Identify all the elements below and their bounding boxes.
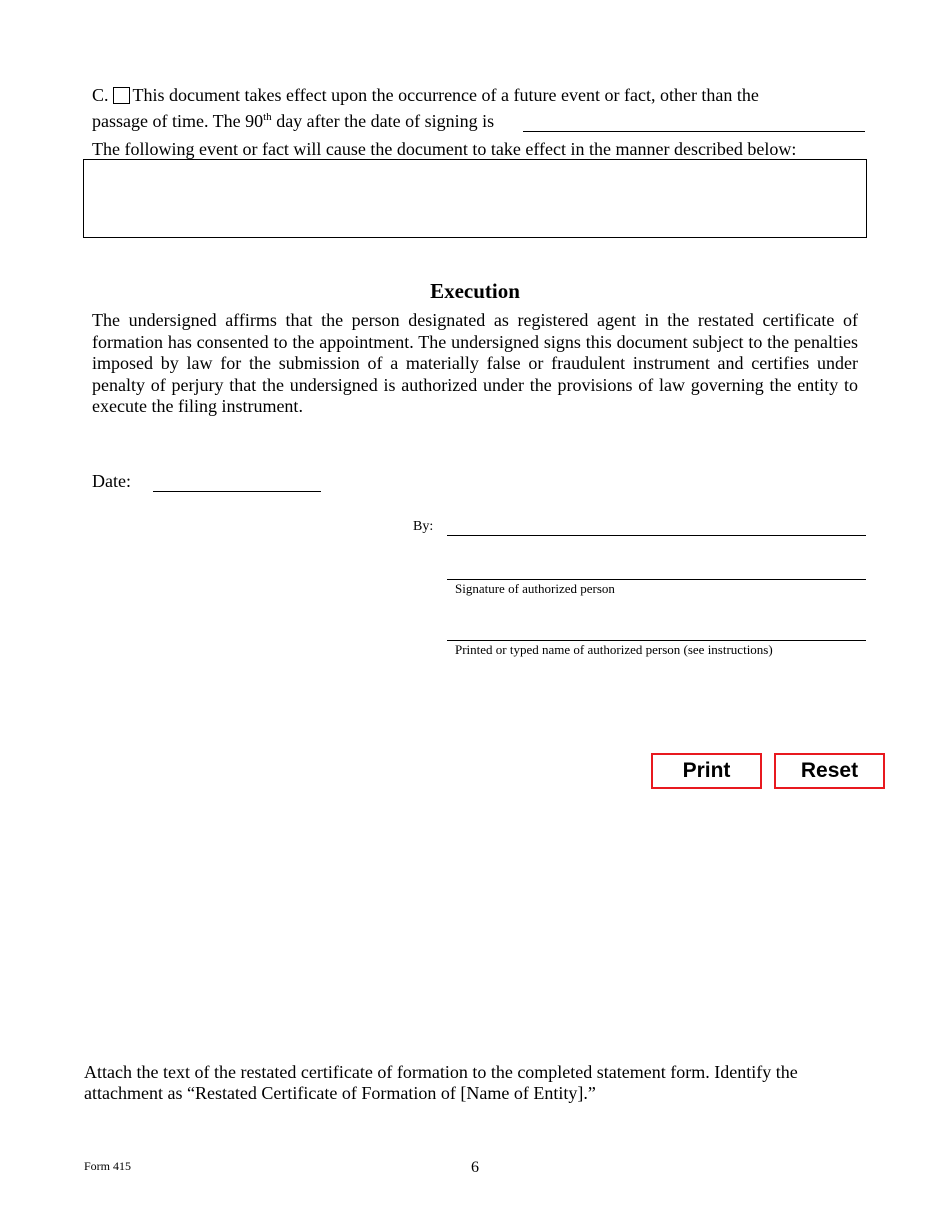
section-c-line1-text: This document takes effect upon the occurrence of a future event or fact, other than the: [132, 85, 759, 105]
reset-button[interactable]: Reset: [774, 753, 885, 789]
by-label: By:: [413, 519, 434, 534]
printed-name-label: Printed or typed name of authorized person (see instructions): [455, 642, 773, 657]
date-label: Date:: [92, 471, 131, 491]
print-button[interactable]: Print: [651, 753, 762, 789]
form-number: Form 415: [84, 1159, 132, 1173]
execution-heading: Execution: [430, 279, 520, 303]
section-c-letter: C.: [92, 85, 109, 105]
section-c-line2-suffix: day after the date of signing is: [271, 111, 495, 131]
attachment-note: Attach the text of the restated certificate of formation to the completed statement form. Identify the attachment as “Restated Certificate of Formation of [Name of Entity].”: [84, 1062, 798, 1103]
section-c-line2: [92, 110, 494, 132]
section-c-line2-prefix: passage of time. The 90: [92, 111, 264, 131]
future-event-checkbox[interactable]: [113, 87, 130, 104]
date-field[interactable]: [153, 469, 321, 492]
by-field[interactable]: [447, 513, 866, 536]
section-c-line3: The following event or fact will cause the document to take effect in the manner described below:: [92, 139, 797, 159]
section-c-line2-sup: th: [263, 111, 272, 123]
page-number: 6: [471, 1159, 479, 1176]
signature-label: Signature of authorized person: [455, 581, 615, 596]
execution-paragraph: The undersigned affirms that the person designated as registered agent in the restated certificate of formation has consented to the appointment. The undersigned signs this document subject to the penalties imposed by law for the submission of a materially false or fraudulent instrument and certifies under penalty of perjury that the undersigned is authorized under the provisions of law governing the entity to execute the filing instrument.: [92, 310, 858, 416]
event-description-textarea[interactable]: [83, 159, 867, 238]
section-c-line1: [92, 84, 872, 106]
ninetieth-day-field[interactable]: [523, 110, 865, 132]
printed-name-field[interactable]: [447, 618, 866, 641]
signature-field[interactable]: [447, 557, 866, 580]
